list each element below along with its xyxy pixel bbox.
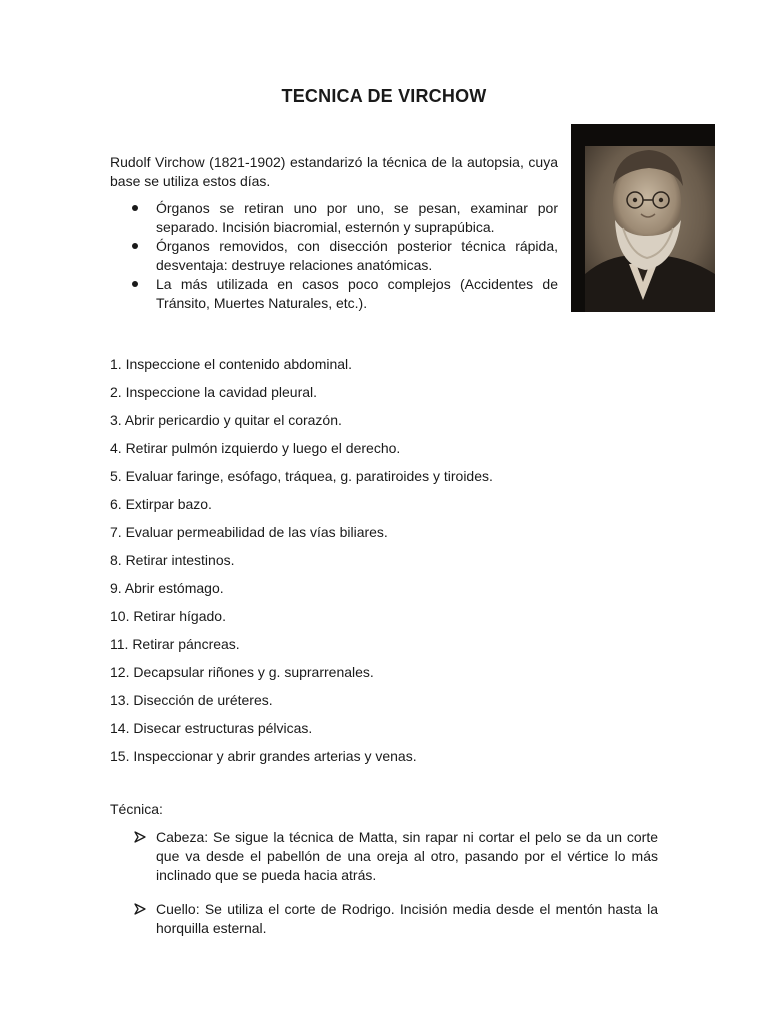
step-item: 12. Decapsular riñones y g. suprarrenales.: [110, 664, 374, 680]
step-item: 11. Retirar páncreas.: [110, 636, 240, 652]
bullet-icon: [132, 243, 138, 249]
bullet-text: La más utilizada en casos poco complejos (Accidentes de Tránsito, Muertes Naturales, etc.).: [156, 276, 558, 311]
step-item: 8. Retirar intestinos.: [110, 552, 235, 568]
step-item: 3. Abrir pericardio y quitar el corazón.: [110, 412, 342, 428]
bullet-icon: [132, 205, 138, 211]
tecnica-item-cuello: [134, 900, 658, 938]
step-item: 7. Evaluar permeabilidad de las vías biliares.: [110, 524, 388, 540]
portrait-photo-virchow: [571, 124, 715, 312]
step-item: 10. Retirar hígado.: [110, 608, 226, 624]
list-item: [130, 199, 558, 237]
procedure-steps-list: [110, 354, 670, 774]
step-item: 15. Inspeccionar y abrir grandes arterias y venas.: [110, 748, 417, 764]
step-item: 5. Evaluar faringe, esófago, tráquea, g. paratiroides y tiroides.: [110, 468, 493, 484]
intro-paragraph: Rudolf Virchow (1821-1902) estandarizó la técnica de la autopsia, cuya base se utiliza estos días.: [110, 154, 558, 189]
step-item: 13. Disección de uréteres.: [110, 692, 273, 708]
summary-bullet-list: [130, 199, 558, 313]
step-item: 14. Disecar estructuras pélvicas.: [110, 720, 313, 736]
bullet-icon: [132, 281, 138, 287]
list-item: [130, 275, 558, 313]
list-item: [130, 237, 558, 275]
step-item: 6. Extirpar bazo.: [110, 496, 212, 512]
tecnica-item-text: Cabeza: Se sigue la técnica de Matta, sin rapar ni cortar el pelo se da un corte que va desde el pabellón de una oreja al otro, pasando por el vértice lo más inclinado que se pueda hacia atrás.: [156, 829, 658, 883]
bullet-text: Órganos se retiran uno por uno, se pesan, examinar por separado. Incisión biacromial, esternón y suprapúbica.: [156, 200, 558, 235]
step-item: 4. Retirar pulmón izquierdo y luego el derecho.: [110, 440, 401, 456]
arrowhead-bullet-icon: [134, 831, 146, 843]
bullet-text: Órganos removidos, con disección posterior técnica rápida, desventaja: destruye relaciones anatómicas.: [156, 238, 558, 273]
arrowhead-bullet-icon: [134, 903, 146, 915]
tecnica-heading: Técnica:: [110, 801, 163, 817]
page-title: TECNICA DE VIRCHOW: [281, 86, 487, 106]
portrait-illustration: [571, 124, 715, 312]
tecnica-item-text: Cuello: Se utiliza el corte de Rodrigo. Incisión media desde el mentón hasta la horquilla esternal.: [156, 901, 658, 936]
step-item: 1. Inspeccione el contenido abdominal.: [110, 356, 353, 372]
tecnica-item-cabeza: [134, 828, 658, 885]
step-item: 2. Inspeccione la cavidad pleural.: [110, 384, 318, 400]
step-item: 9. Abrir estómago.: [110, 580, 224, 596]
